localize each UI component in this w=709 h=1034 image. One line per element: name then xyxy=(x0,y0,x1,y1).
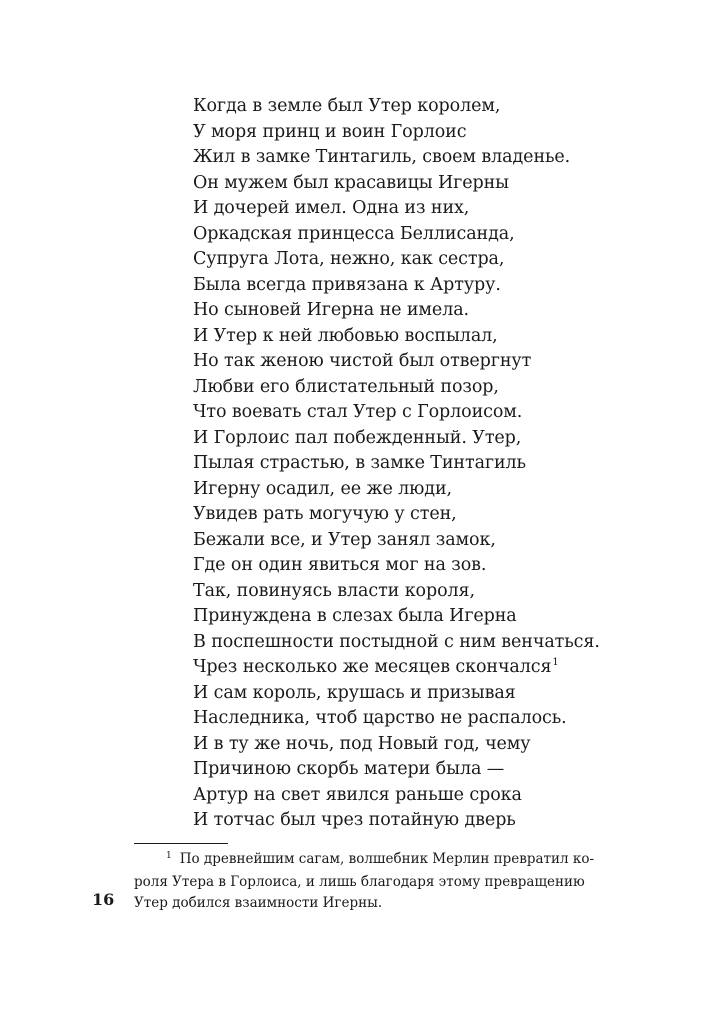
poem-line: Игерну осадил, ее же люди, xyxy=(193,478,453,499)
poem-line: Увидев рать могучую у стен, xyxy=(193,504,457,524)
poem-text xyxy=(193,94,673,834)
poem-line: Что воевать стал Утер с Горлоисом. xyxy=(193,402,523,422)
poem-line: И дочерей имел. Одна из них, xyxy=(193,198,470,218)
poem-line: Он мужем был красавицы Игерны xyxy=(193,172,510,193)
poem-line: Принуждена в слезах была Игерна xyxy=(193,606,517,626)
poem-line: У моря принц и воин Горлоис xyxy=(193,121,467,142)
poem-line: И сам король, крушась и призывая xyxy=(193,682,516,703)
poem-line: Но сыновей Игерна не имела. xyxy=(193,300,470,320)
footnote-reference[interactable]: 1 xyxy=(552,657,559,668)
poem-line: Любви его блистательный позор, xyxy=(193,376,499,397)
footnote-marker: 1 xyxy=(166,851,172,861)
poem-line: Так, повинуясь власти короля, xyxy=(193,580,475,601)
poem-line: Артур на свет явился раньше срока xyxy=(193,784,522,805)
poem-line: Но так женою чистой был отвергнут xyxy=(193,351,532,371)
footnote xyxy=(134,849,634,914)
poem-line: Причиною скорбь матери была — xyxy=(193,759,505,779)
poem-line: И тотчас был чрез потайную дверь xyxy=(193,810,516,830)
poem-line: Когда в земле был Утер королем, xyxy=(193,96,501,116)
poem-line: Пылая страстью, в замке Тинтагиль xyxy=(193,453,526,473)
poem-line: В поспешности постыдной с ним венчаться. xyxy=(193,631,600,652)
poem-line: Жил в замке Тинтагиль, своем владенье. xyxy=(193,147,571,167)
poem-line-text: Чрез несколько же месяцев скончался xyxy=(193,657,552,677)
footnote-text: По древнейшим сагам, волшебник Мерлин превратил ко- xyxy=(179,851,595,867)
poem-line: Была всегда привязана к Артуру. xyxy=(193,274,501,295)
poem-line: Оркадская принцесса Беллисанда, xyxy=(193,223,515,244)
footnote-line xyxy=(134,849,634,872)
poem-line: Наследника, чтоб царство не распалось. xyxy=(193,708,567,728)
poem-line: Бежали все, и Утер занял замок, xyxy=(193,529,496,550)
footnote-line: роля Утера в Горлоиса, и лишь благодаря этому превращению xyxy=(134,874,585,890)
page-number: 16 xyxy=(92,890,115,909)
poem-line: И в ту же ночь, под Новый год, чему xyxy=(193,733,531,754)
footnote-line: Утер добился взаимности Игерны. xyxy=(134,895,383,911)
poem-line: И Утер к ней любовью воспылал, xyxy=(193,325,498,346)
poem-line: И Горлоис пал побежденный. Утер, xyxy=(193,427,522,448)
footnote-divider xyxy=(134,843,228,844)
poem-line: Где он один явиться мог на зов. xyxy=(193,555,487,575)
poem-line: Супруга Лота, нежно, как сестра, xyxy=(193,249,505,269)
poem-line-with-footnote xyxy=(193,655,673,681)
